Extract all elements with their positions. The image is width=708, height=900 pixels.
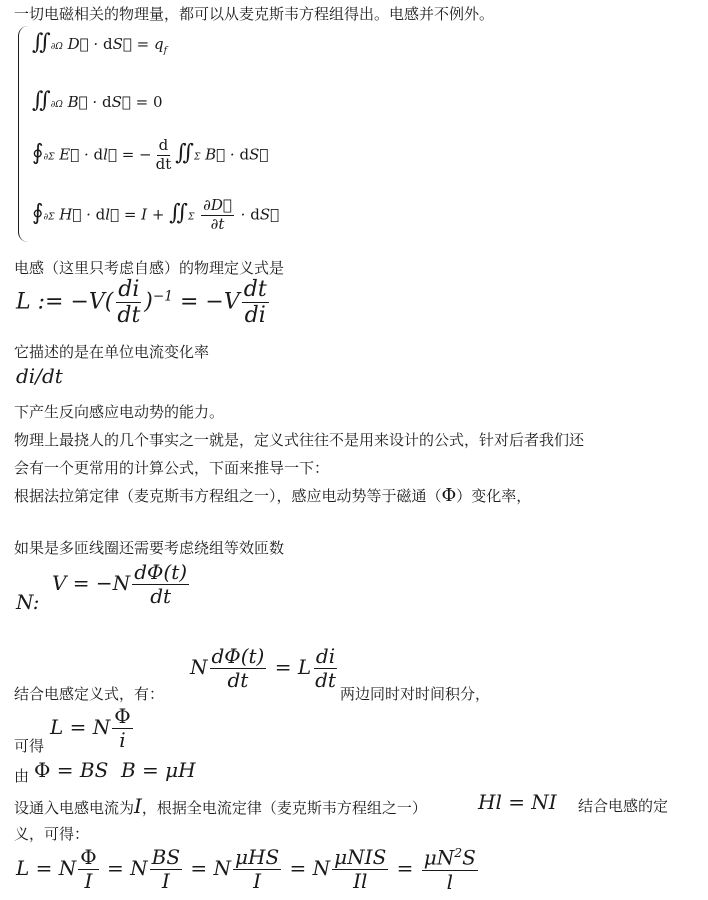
ampere-law-line [14,796,427,818]
fact-text-line1: 物理上最挠人的几个事实之一就是，定义式往往不是用来设计的公式，针对后者我们还 [14,431,585,449]
set-text-b: ，根据全电流定律（麦克斯韦方程组之一） [141,799,427,817]
flux-symbol: Φ [441,485,457,506]
maxwell-eq-ampere: ∮∂Σ H⃗ · dl⃗ = I + ∬Σ $\frac{\partial D⃗}{\partial t}$ · dS⃗ [32,196,280,233]
maxwell-eq-gauss-magnetic: ∬∂Ω B⃗ · dS⃗ = 0 [32,88,163,113]
set-text-c: 结合电感的定 [578,797,669,815]
rate-description: 它描述的是在单位电流变化率 [14,343,210,361]
maxwell-eq-faraday: ∮∂Σ E⃗ · dl⃗ = − $\frac{d}{dt}$ ∬Σ B⃗ · dS⃗ [32,136,269,173]
inductance-flux-formula: L = N $\frac{\Phi}{i}$ [50,704,131,752]
integrate-text: 两边同时对时间积分， [340,685,491,703]
turns-label: N: [16,590,40,614]
maxwell-eq-gauss-electric: ∬∂Ω D⃗ · dS⃗ = $q_f$ [32,30,168,56]
emf-formula: V = −N $\frac{d\Phi(t)}{dt}$ [52,560,188,608]
equation-brace [18,26,29,242]
combined-formula: N $\frac{d\Phi(t)}{dt}$ = L $\frac{di}{dt}$ [190,644,336,692]
from-label: 由 [14,767,30,785]
flux-relations: Φ = BS B = μH [34,758,196,782]
final-inductance-formula: L = N $\frac{\Phi}{I}$ = N $\frac{BS}{I}$ = N $\frac{\text{μHS}}{I}$ = N $\frac{\text{μNIS}}{Il}$ = $\frac{\mu N^2S}{l}$ [16,844,476,894]
definition-intro: 电感（这里只考虑自感）的物理定义式是 [14,259,285,277]
set-text-line2: 义，可得： [14,825,90,843]
obtain-label: 可得 [14,737,45,755]
set-text-a: 设通入电感电流为 [14,799,135,817]
faraday-text-b: ）变化率， [456,487,532,505]
inductance-definition-formula: L := −V( $\frac{di}{dt}$ )$^{-1}$ = −V $\frac{dt}{di}$ [16,277,267,329]
current-rate-expression: di/dt [16,364,63,388]
multi-turn-text: 如果是多匝线圈还需要考虑绕组等效匝数 [14,539,285,557]
intro-text: 一切电磁相关的物理量，都可以从麦克斯韦方程组得出。电感并不例外。 [14,5,495,23]
ability-text: 下产生反向感应电动势的能力。 [14,403,225,421]
combine-text: 结合电感定义式，有： [14,685,165,703]
ampere-formula: Hl = NI [478,790,557,814]
current-symbol: I [134,794,142,818]
fact-text-line2: 会有一个更常用的计算公式，下面来推导一下： [14,459,330,477]
faraday-text-a: 根据法拉第定律（麦克斯韦方程组之一），感应电动势等于磁通（ [14,487,442,505]
faraday-law-text [14,486,531,506]
